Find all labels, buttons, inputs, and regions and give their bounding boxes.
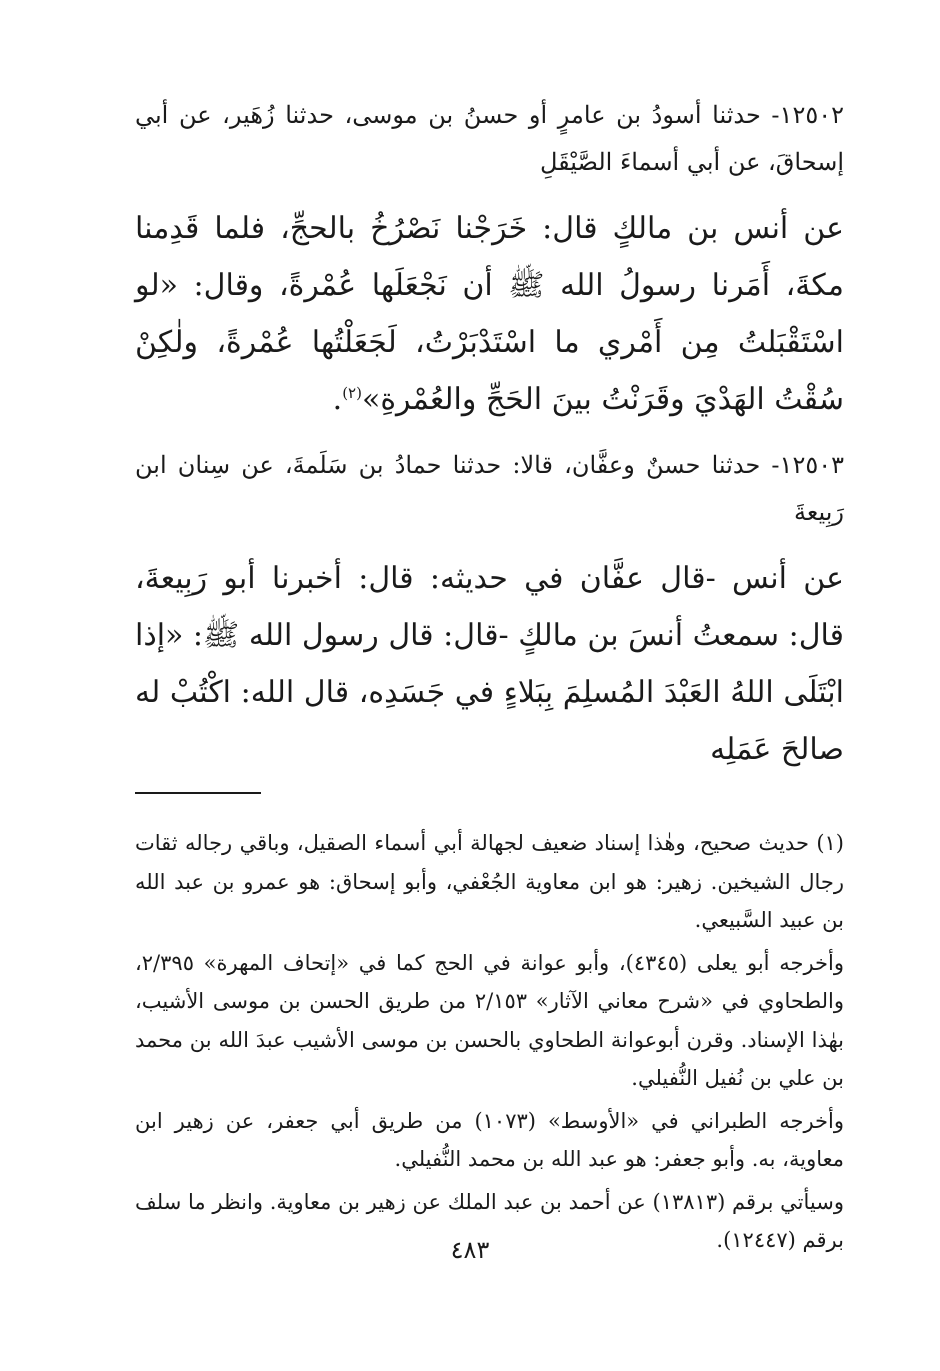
hadith-12502-text (135, 200, 844, 428)
footnote-1: (١) حديث صحيح، وهٰذا إسناد ضعيف لجهالة أبي أسماء الصقيل، وباقي رجاله ثقات رجال الشيخين. زهير: هو ابن معاوية الجُعْفي، وأبو إسحاق: هو عمرو بن عبد الله بن عبيد السَّبيعي. (135, 831, 844, 932)
footnotes (135, 824, 844, 1260)
footnote-divider (135, 792, 261, 794)
hadith-12502-end: . (332, 382, 343, 417)
hadith-12503-text: عن أنس -قال عفَّان في حديثه: قال: أخبرنا أبو رَبِيعةَ، قال: سمعتُ أنسَ بن مالكٍ -قال: قال رسول الله ﷺ: «إذا ابْتَلَى اللهُ العَبْدَ المُسلِمَ بِبَلاءٍ في جَسَدِه، قال الله: اكْتُبْ له صالحَ عَمَلِه (135, 561, 844, 767)
footnote-1-see-also: وسيأتي برقم (١٣٨١٣) عن أحمد بن عبد الملك عن زهير بن معاوية. وانظر ما سلف برقم (١٢٤٤٧). (135, 1189, 844, 1252)
footnote-1-takhrij: وأخرجه أبو يعلى (٤٣٤٥)، وأبو عوانة في الحج كما في «إتحاف المهرة» ٢/٣٩٥، والطحاوي في «شرح معاني الآثار» ٢/١٥٣ من طريق الحسن بن موسى الأشيب، بهٰذا الإسناد. وقرن أبوعوانة الطحاوي بالحسن بن موسى الأشيب عبدَ الله بن محمد بن علي بن نُفيل النُّفيلي. (135, 950, 845, 1090)
footnote-1-tabarani: وأخرجه الطبراني في «الأوسط» (١٠٧٣) من طريق أبي جعفر، عن زهير ابن معاوية، به. وأبو جعفر: هو عبد الله بن محمد النُّفيلي. (135, 1108, 844, 1171)
hadith-12502-chain: ١٢٥٠٢- حدثنا أسودُ بن عامرٍ أو حسنُ بن موسى، حدثنا زُهَير، عن أبي إسحاقَ، عن أبي أسماءَ الصَّيْقَلِ (135, 101, 844, 176)
hadith-12503-chain: ١٢٥٠٣- حدثنا حسنٌ وعفَّان، قالا: حدثنا حمادُ بن سَلَمةَ، عن سِنان ابن رَبِيعةَ (135, 451, 844, 526)
hadith-12502-body: عن أنس بن مالكٍ قال: خَرَجْنا نَصْرُخُ بالحجِّ، فلما قَدِمنا مكةَ، أَمَرنا رسولُ الله ﷺ أن نَجْعَلَها عُمْرةً، وقال: «لو اسْتَقْبَلتُ مِن أَمْري ما اسْتَدْبَرْتُ، لَجَعَلْتُها عُمْرةً، ولٰكِنْ سُقْتُ الهَدْيَ وقَرَنْتُ بينَ الحَجِّ والعُمْرةِ» (135, 211, 844, 417)
page-number: ٤٨٣ (450, 1236, 490, 1264)
footnote-ref-2: (٢) (342, 384, 362, 402)
